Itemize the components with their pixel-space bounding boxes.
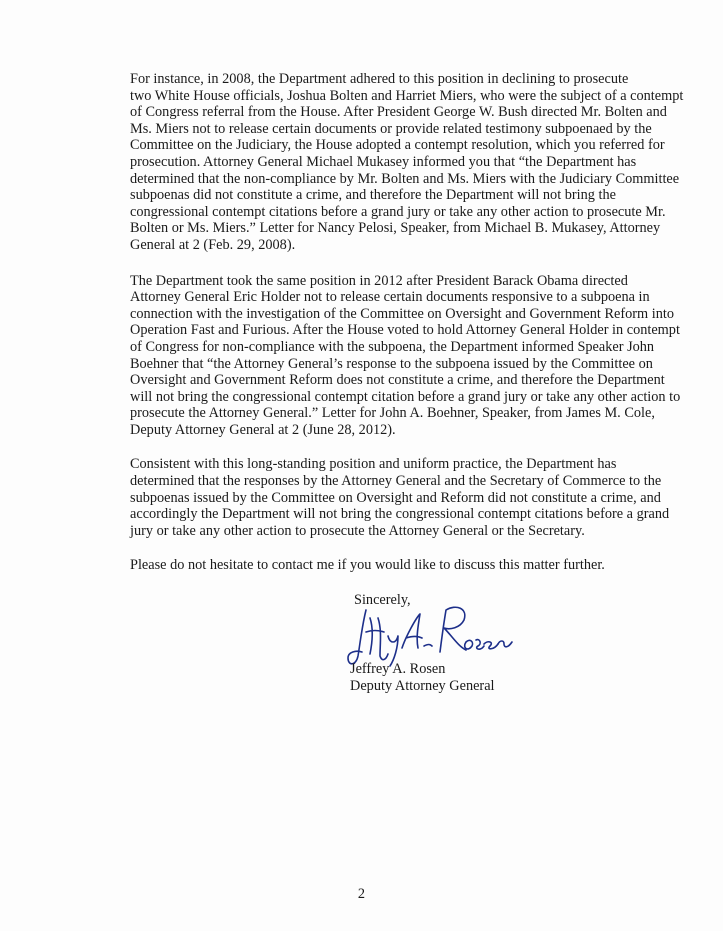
paragraph-line: Bolten or Ms. Miers.” Letter for Nancy Pelosi, Speaker, from Michael B. Mukasey, Attorney <box>130 220 661 237</box>
paragraph-line: Committee on the Judiciary, the House adopted a contempt resolution, which you referred for <box>130 137 665 154</box>
paragraph-line: Boehner that “the Attorney General’s response to the subpoena issued by the Committee on <box>130 355 653 372</box>
paragraph-line: jury or take any other action to prosecute the Attorney General or the Secretary. <box>130 522 585 539</box>
paragraph-line: Deputy Attorney General at 2 (June 28, 2012). <box>130 421 396 438</box>
page-number: 2 <box>357 886 366 902</box>
paragraph-line: Oversight and Government Reform does not constitute a crime, and therefore the Department <box>130 372 665 389</box>
closing-salutation: Sincerely, <box>354 592 411 608</box>
paragraph-line: Please do not hesitate to contact me if you would like to discuss this matter further. <box>130 557 605 574</box>
paragraph-line: connection with the investigation of the Committee on Oversight and Government Reform into <box>130 305 674 322</box>
paragraph-conclusion <box>86 456 670 539</box>
paragraph-line: of Congress for non-compliance with the subpoena, the Department informed Speaker John <box>130 338 655 355</box>
paragraph-line: two White House officials, Joshua Bolten and Harriet Miers, who were the subject of a contempt <box>130 87 684 104</box>
paragraph-line: subpoenas issued by the Committee on Oversight and Reform did not constitute a crime, and <box>130 489 661 506</box>
paragraph-line: The Department took the same position in 2012 after President Barack Obama directed <box>130 272 628 289</box>
signer-title: Deputy Attorney General <box>350 678 495 694</box>
paragraph-line: prosecute the Attorney General.” Letter for John A. Boehner, Speaker, from James M. Cole, <box>130 405 655 422</box>
paragraph-line: determined that the responses by the Attorney General and the Secretary of Commerce to the <box>130 473 662 490</box>
paragraph-line: For instance, in 2008, the Department adhered to this position in declining to prosecute <box>130 71 629 87</box>
paragraph-contact <box>86 557 654 574</box>
paragraph-line: Operation Fast and Furious. After the House voted to hold Attorney General Holder in contempt <box>130 322 680 339</box>
paragraph-line: accordingly the Department will not bring the congressional contempt citations before a grand <box>130 506 670 523</box>
paragraph-line: Consistent with this long-standing position and uniform practice, the Department has <box>130 456 617 473</box>
paragraph-holder <box>86 272 681 439</box>
paragraph-line: will not bring the congressional contempt citation before a grand jury or take any other action to <box>130 388 681 405</box>
letter-body <box>86 71 684 574</box>
paragraph-line: prosecution. Attorney General Michael Mukasey informed you that “the Department has <box>130 153 637 170</box>
paragraph-line: congressional contempt citations before a grand jury or take any other action to prosecute Mr. <box>130 203 666 220</box>
paragraph-bolten-miers <box>86 71 684 254</box>
paragraph-line: General at 2 (Feb. 29, 2008). <box>130 236 296 253</box>
paragraph-line: of Congress referral from the House. After President George W. Bush directed Mr. Bolten and <box>130 104 667 121</box>
signer-name: Jeffrey A. Rosen <box>350 661 446 677</box>
paragraph-line: determined that the non-compliance by Mr. Bolten and Ms. Miers with the Judiciary Committee <box>130 170 680 187</box>
paragraph-line: Attorney General Eric Holder not to release certain documents responsive to a subpoena in <box>130 289 650 306</box>
paragraph-line: Ms. Miers not to release certain documents or provide related testimony subpoenaed by the <box>130 120 652 137</box>
paragraph-line: subpoenas did not constitute a crime, and therefore the Department will not bring the <box>130 187 616 204</box>
